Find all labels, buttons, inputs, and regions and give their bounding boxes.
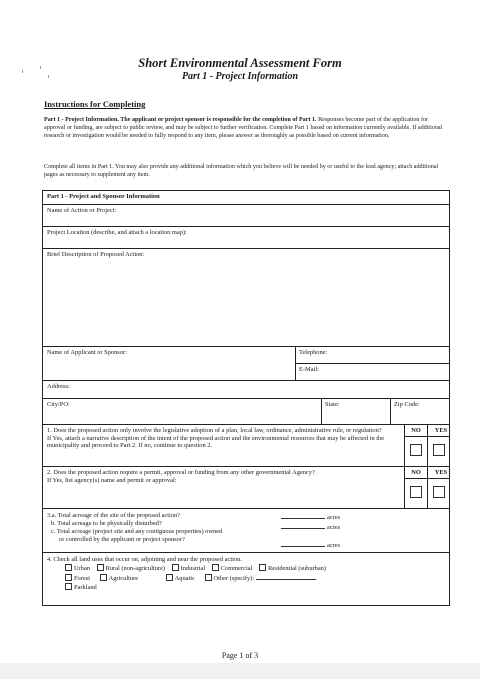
land-use-label: Aquatic	[174, 575, 195, 582]
q3c-acres-input[interactable]	[281, 540, 325, 547]
instructions-paragraph-2: Complete all items in Part 1. You may also provide any additional information which you believe will be needed by or useful to the lead agency; attach additional pages as necessary to supplement any item.	[44, 164, 439, 178]
aquatic-checkbox[interactable]	[166, 574, 173, 581]
divider	[390, 399, 391, 424]
section-header: Part 1 - Project and Sponsor Information	[47, 193, 160, 200]
industrial-checkbox[interactable]	[172, 564, 179, 571]
question-2-note: If Yes, list agency(s) name and permit or approval:	[47, 476, 177, 484]
part1-body: Responses become part of the application for approval or funding, are subject to public review, and may be subject to further verification. Complete Part 1 based on information currently available. If additional research or investigation would be needed to fully respond to any item, please answer as thoroughly as possible based on current information.	[44, 117, 443, 139]
email-label[interactable]: E-Mail:	[299, 366, 319, 373]
q2-no-checkbox[interactable]	[410, 486, 422, 498]
address-field[interactable]	[43, 381, 449, 399]
telephone-label[interactable]: Telephone:	[299, 349, 328, 356]
commercial-checkbox[interactable]	[212, 564, 219, 571]
project-information-table	[42, 190, 450, 606]
brief-description-field[interactable]	[43, 249, 449, 347]
divider	[321, 399, 322, 424]
question-3b: b. Total acreage to be physically disturbed?	[51, 520, 162, 527]
city-label[interactable]: City/PO:	[47, 401, 70, 408]
land-use-label: Urban	[74, 565, 90, 572]
page-number: Page 1 of 3	[221, 651, 259, 660]
q2-yes-checkbox[interactable]	[433, 486, 445, 498]
question-1-note: If Yes, attach a narrative description of the intent of the proposed action and the environmental resources that may be affected in the municipality and proceed to Part 2. If no, continue to question 2.	[47, 434, 385, 450]
form-title: Short Environmental Assessment Form	[138, 56, 342, 70]
question-4-row	[43, 553, 449, 607]
part1-bold-lead: Part 1 - Project Information. The applicant or project sponsor is responsible for the completion of Part 1.	[44, 117, 317, 123]
applicant-name-label[interactable]: Name of Applicant or Sponsor:	[47, 349, 127, 356]
q3a-acres-input[interactable]	[281, 512, 325, 519]
question-3c: c. Total acreage (project site and any contiguous properties) owned	[51, 528, 223, 535]
form-subtitle: Part 1 - Project Information	[181, 71, 299, 82]
project-location-field[interactable]	[43, 227, 449, 249]
land-use-label: Residential (suburban)	[267, 565, 327, 572]
instructions-heading: Instructions for Completing	[44, 99, 146, 109]
land-use-label: Industrial	[180, 565, 206, 572]
land-use-label: Forest	[74, 575, 90, 582]
divider	[404, 478, 449, 479]
other-checkbox[interactable]	[205, 574, 212, 581]
acres-unit: acres	[327, 524, 341, 531]
yes-column-header: YES	[434, 427, 448, 434]
land-use-label: Parkland	[74, 584, 97, 591]
no-column-header: NO	[411, 469, 421, 476]
divider	[404, 436, 449, 437]
question-3a: 3.a. Total acreage of the site of the proposed action?	[47, 512, 181, 519]
parkland-checkbox[interactable]	[65, 583, 72, 590]
acreage-answers	[281, 512, 340, 550]
residential-checkbox[interactable]	[259, 564, 266, 571]
question-3	[47, 512, 222, 544]
brief-description-label: Brief Description of Proposed Action:	[47, 251, 145, 258]
scan-bottom-band	[0, 663, 480, 679]
yes-column-header: YES	[434, 469, 448, 476]
question-1-text: 1. Does the proposed action only involve the legislative adoption of a plan, local law, ordinance, administrative rule, or regulation?	[47, 427, 382, 434]
rural-checkbox[interactable]	[97, 564, 104, 571]
q1-no-checkbox[interactable]	[410, 444, 422, 456]
acres-unit: acres	[327, 514, 341, 521]
applicant-row	[43, 347, 449, 381]
question-1	[47, 427, 397, 450]
other-specify-input[interactable]	[256, 573, 316, 580]
section-header-row	[43, 191, 449, 205]
city-state-zip-row	[43, 399, 449, 425]
name-of-action-field[interactable]	[43, 205, 449, 227]
question-1-row	[43, 425, 449, 467]
question-2-text: 2. Does the proposed action require a permit, approval or funding from any other governmental Agency?	[47, 469, 315, 476]
no-column-header: NO	[411, 427, 421, 434]
question-2-row	[43, 467, 449, 509]
agriculture-checkbox[interactable]	[100, 574, 107, 581]
state-label[interactable]: State:	[325, 401, 340, 408]
land-use-label: Other (specify):	[213, 575, 255, 582]
zip-label[interactable]: Zip Code:	[394, 401, 420, 408]
name-of-action-label: Name of Action or Project:	[47, 207, 117, 214]
urban-checkbox[interactable]	[65, 564, 72, 571]
instructions-paragraph-1	[44, 116, 448, 140]
land-use-label: Rural (non-agriculture)	[105, 565, 166, 572]
divider	[295, 363, 449, 364]
land-use-label: Agriculture	[108, 575, 139, 582]
land-use-label: Commercial	[220, 565, 253, 572]
q3b-acres-input[interactable]	[281, 522, 325, 529]
acres-unit: acres	[327, 542, 341, 549]
question-3-row	[43, 509, 449, 553]
question-4-text: 4. Check all land uses that occur on, adjoining and near the proposed action.	[47, 556, 242, 563]
question-4	[47, 555, 331, 592]
question-3c-continued: or controlled by the applicant or project sponsor?	[59, 536, 185, 543]
project-location-label: Project Location (describe, and attach a location map):	[47, 229, 187, 236]
q1-yes-checkbox[interactable]	[433, 444, 445, 456]
forest-checkbox[interactable]	[65, 574, 72, 581]
question-2	[47, 469, 397, 484]
address-label: Address:	[47, 383, 70, 390]
